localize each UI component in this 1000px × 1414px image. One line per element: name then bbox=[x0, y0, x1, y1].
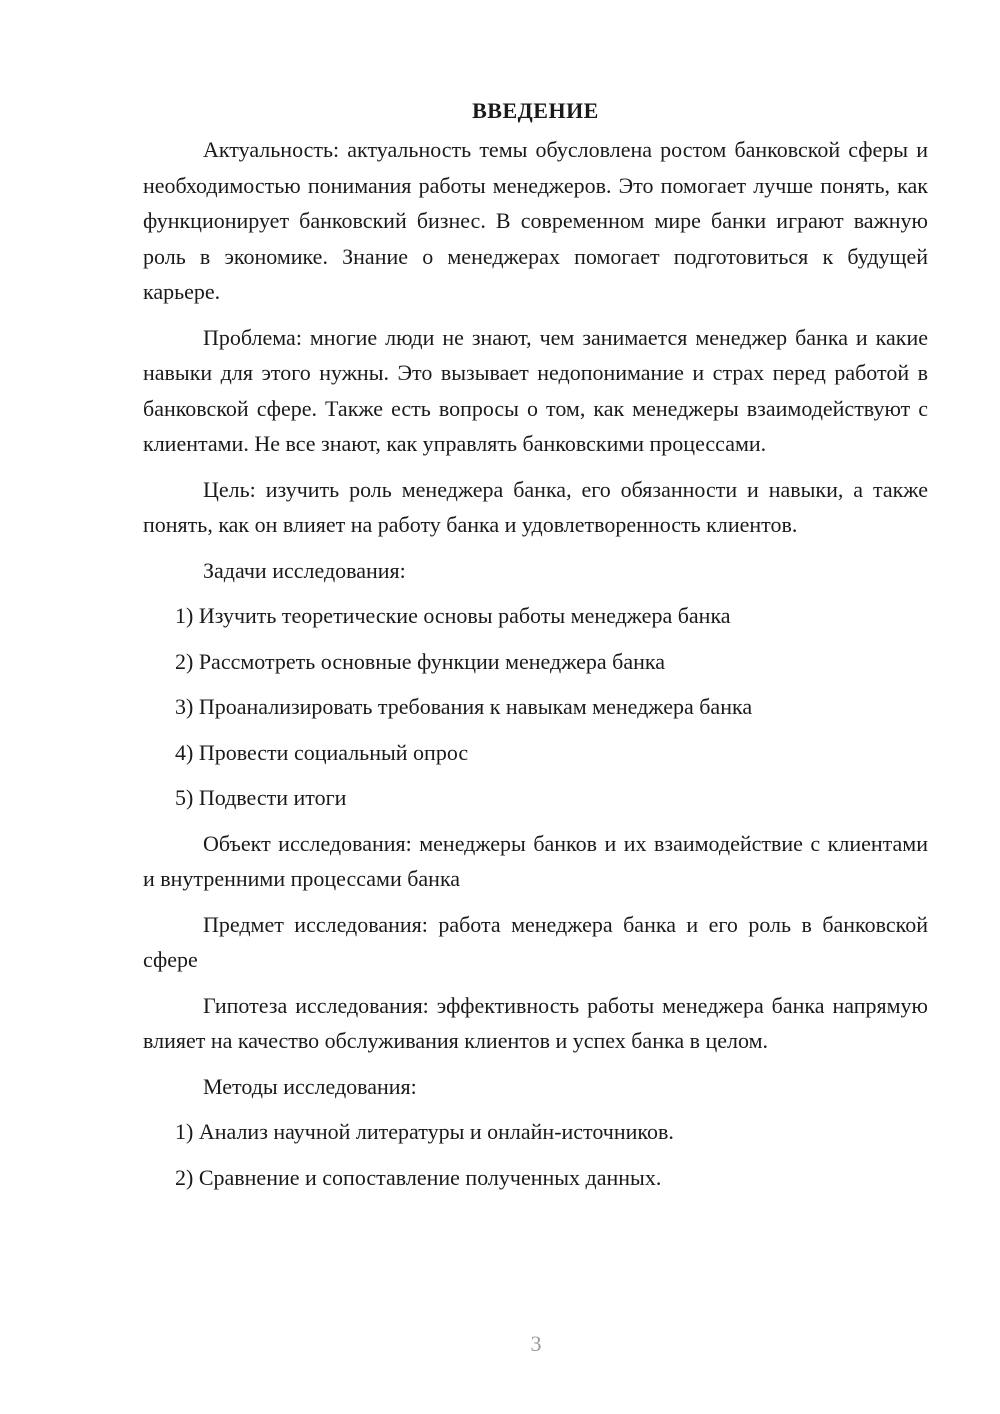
page-number: 3 bbox=[530, 1331, 542, 1356]
document-page bbox=[143, 96, 928, 1205]
tasks-label: Задачи исследования: bbox=[203, 557, 406, 583]
list-item: 4) Провести социальный опрос bbox=[175, 739, 469, 765]
subject-paragraph: Предмет исследования: работа менеджера банка и его роль в банковской сфере bbox=[143, 911, 928, 972]
tasks-list bbox=[143, 598, 928, 816]
object-paragraph: Объект исследования: менеджеры банков и их взаимодействие с клиентами и внутренними процессами банка bbox=[143, 830, 928, 891]
list-item: 2) Рассмотреть основные функции менеджера банка bbox=[175, 648, 665, 674]
page-title: ВВЕДЕНИЕ bbox=[472, 98, 599, 123]
list-item: 1) Анализ научной литературы и онлайн-источников. bbox=[175, 1119, 674, 1144]
relevance-paragraph: Актуальность: актуальность темы обусловлена ростом банковской сферы и необходимостью понимания работы менеджеров. Это помогает лучше понять, как функционирует банковский бизнес. В современном мире банки играют важную роль в экономике. Знание о менеджерах помогает подготовиться к будущей карьере. bbox=[143, 137, 928, 304]
list-item: 5) Подвести итоги bbox=[175, 785, 347, 810]
hypothesis-paragraph: Гипотеза исследования: эффективность работы менеджера банка напрямую влияет на качество обслуживания клиентов и успех банка в целом. bbox=[143, 992, 928, 1053]
goal-paragraph: Цель: изучить роль менеджера банка, его обязанности и навыки, а также понять, как он влияет на работу банка и удовлетворенность клиентов. bbox=[143, 476, 928, 537]
methods-label: Методы исследования: bbox=[203, 1073, 417, 1099]
methods-list bbox=[143, 1114, 928, 1195]
list-item: 1) Изучить теоретические основы работы менеджера банка bbox=[175, 603, 731, 628]
problem-paragraph: Проблема: многие люди не знают, чем занимается менеджер банка и какие навыки для этого нужны. Это вызывает недопонимание и страх перед работой в банковской сфере. Также есть вопросы о том, как менеджеры взаимодействуют с клиентами. Не все знают, как управлять банковскими процессами. bbox=[143, 324, 928, 456]
list-item: 3) Проанализировать требования к навыкам менеджера банка bbox=[175, 694, 753, 719]
list-item: 2) Сравнение и сопоставление полученных данных. bbox=[175, 1164, 662, 1190]
